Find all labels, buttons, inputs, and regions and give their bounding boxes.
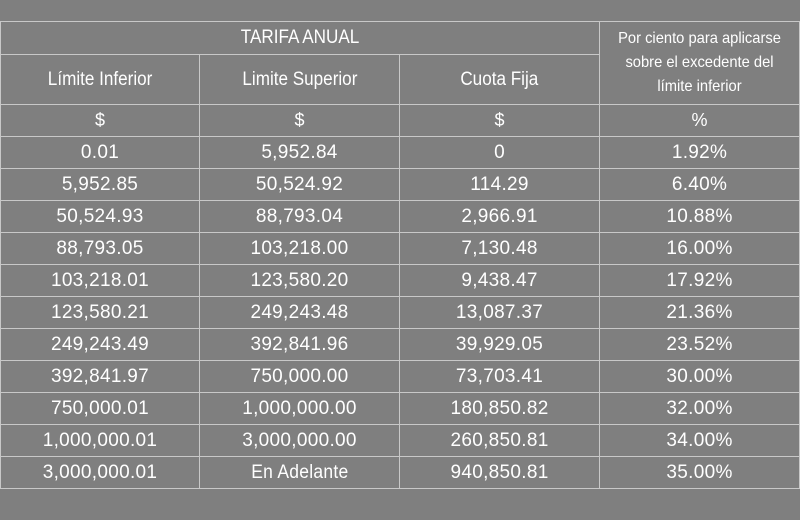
percent-cell: 17.92% bbox=[600, 265, 800, 297]
percent-cell: 32.00% bbox=[600, 393, 800, 425]
lower-limit-cell: 103,218.01 bbox=[1, 265, 200, 297]
table-row bbox=[1, 233, 800, 265]
table-row bbox=[1, 169, 800, 201]
fixed-fee-cell: 114.29 bbox=[400, 169, 600, 201]
fixed-fee-cell: 13,087.37 bbox=[400, 297, 600, 329]
units-cell: $ bbox=[1, 105, 200, 137]
lower-limit-cell: 50,524.93 bbox=[1, 201, 200, 233]
percent-cell: 23.52% bbox=[600, 329, 800, 361]
upper-limit-cell: 103,218.00 bbox=[200, 233, 400, 265]
lower-limit-header-text: Límite Inferior bbox=[47, 68, 153, 90]
percent-cell: 16.00% bbox=[600, 233, 800, 265]
lower-limit-cell: 249,243.49 bbox=[1, 329, 200, 361]
fixed-fee-cell: 940,850.81 bbox=[400, 457, 600, 489]
percent-cell: 10.88% bbox=[600, 201, 800, 233]
table-row bbox=[1, 297, 800, 329]
upper-limit-cell: 123,580.20 bbox=[200, 265, 400, 297]
lower-limit-cell: 88,793.05 bbox=[1, 233, 200, 265]
upper-limit-cell-text: En Adelante bbox=[250, 461, 349, 483]
upper-limit-cell: 392,841.96 bbox=[200, 329, 400, 361]
units-cell: $ bbox=[400, 105, 600, 137]
upper-limit-cell: 5,952.84 bbox=[200, 137, 400, 169]
upper-limit-cell: 249,243.48 bbox=[200, 297, 400, 329]
table-row bbox=[1, 361, 800, 393]
table-row bbox=[1, 329, 800, 361]
upper-limit-cell: 88,793.04 bbox=[200, 201, 400, 233]
tarifa-anual-table bbox=[0, 21, 800, 489]
percent-cell: 21.36% bbox=[600, 297, 800, 329]
fixed-fee-cell: 180,850.82 bbox=[400, 393, 600, 425]
percent-cell: 34.00% bbox=[600, 425, 800, 457]
percent-cell: 6.40% bbox=[600, 169, 800, 201]
units-cell: % bbox=[600, 105, 800, 137]
table-title-row bbox=[1, 22, 800, 55]
fixed-fee-cell: 0 bbox=[400, 137, 600, 169]
upper-limit-header bbox=[200, 55, 400, 105]
percent-cell: 35.00% bbox=[600, 457, 800, 489]
upper-limit-cell: 50,524.92 bbox=[200, 169, 400, 201]
fixed-fee-cell: 2,966.91 bbox=[400, 201, 600, 233]
percent-cell: 30.00% bbox=[600, 361, 800, 393]
fixed-fee-cell: 9,438.47 bbox=[400, 265, 600, 297]
percent-column-header-text: Por ciento para aplicarse sobre el excedente del límite inferior bbox=[618, 30, 781, 95]
fixed-fee-cell: 7,130.48 bbox=[400, 233, 600, 265]
table-row bbox=[1, 137, 800, 169]
upper-limit-cell: 750,000.00 bbox=[200, 361, 400, 393]
lower-limit-cell: 3,000,000.01 bbox=[1, 457, 200, 489]
table-row bbox=[1, 201, 800, 233]
upper-limit-cell: 3,000,000.00 bbox=[200, 425, 400, 457]
table-row bbox=[1, 265, 800, 297]
table-row bbox=[1, 393, 800, 425]
fixed-fee-cell: 73,703.41 bbox=[400, 361, 600, 393]
lower-limit-header bbox=[1, 55, 200, 105]
table-title-cell bbox=[1, 22, 600, 55]
fixed-fee-header bbox=[400, 55, 600, 105]
table-title: TARIFA ANUAL bbox=[240, 27, 360, 48]
lower-limit-cell: 123,580.21 bbox=[1, 297, 200, 329]
upper-limit-cell: 1,000,000.00 bbox=[200, 393, 400, 425]
lower-limit-cell: 392,841.97 bbox=[1, 361, 200, 393]
fixed-fee-cell: 39,929.05 bbox=[400, 329, 600, 361]
upper-limit-cell bbox=[200, 457, 400, 489]
fixed-fee-cell: 260,850.81 bbox=[400, 425, 600, 457]
table-row bbox=[1, 457, 800, 489]
lower-limit-cell: 0.01 bbox=[1, 137, 200, 169]
lower-limit-cell: 750,000.01 bbox=[1, 393, 200, 425]
percent-cell: 1.92% bbox=[600, 137, 800, 169]
lower-limit-cell: 5,952.85 bbox=[1, 169, 200, 201]
units-cell: $ bbox=[200, 105, 400, 137]
percent-column-header bbox=[600, 22, 800, 105]
units-row bbox=[1, 105, 800, 137]
upper-limit-header-text: Limite Superior bbox=[241, 68, 358, 90]
fixed-fee-header-text: Cuota Fija bbox=[460, 68, 539, 90]
table-row bbox=[1, 425, 800, 457]
lower-limit-cell: 1,000,000.01 bbox=[1, 425, 200, 457]
